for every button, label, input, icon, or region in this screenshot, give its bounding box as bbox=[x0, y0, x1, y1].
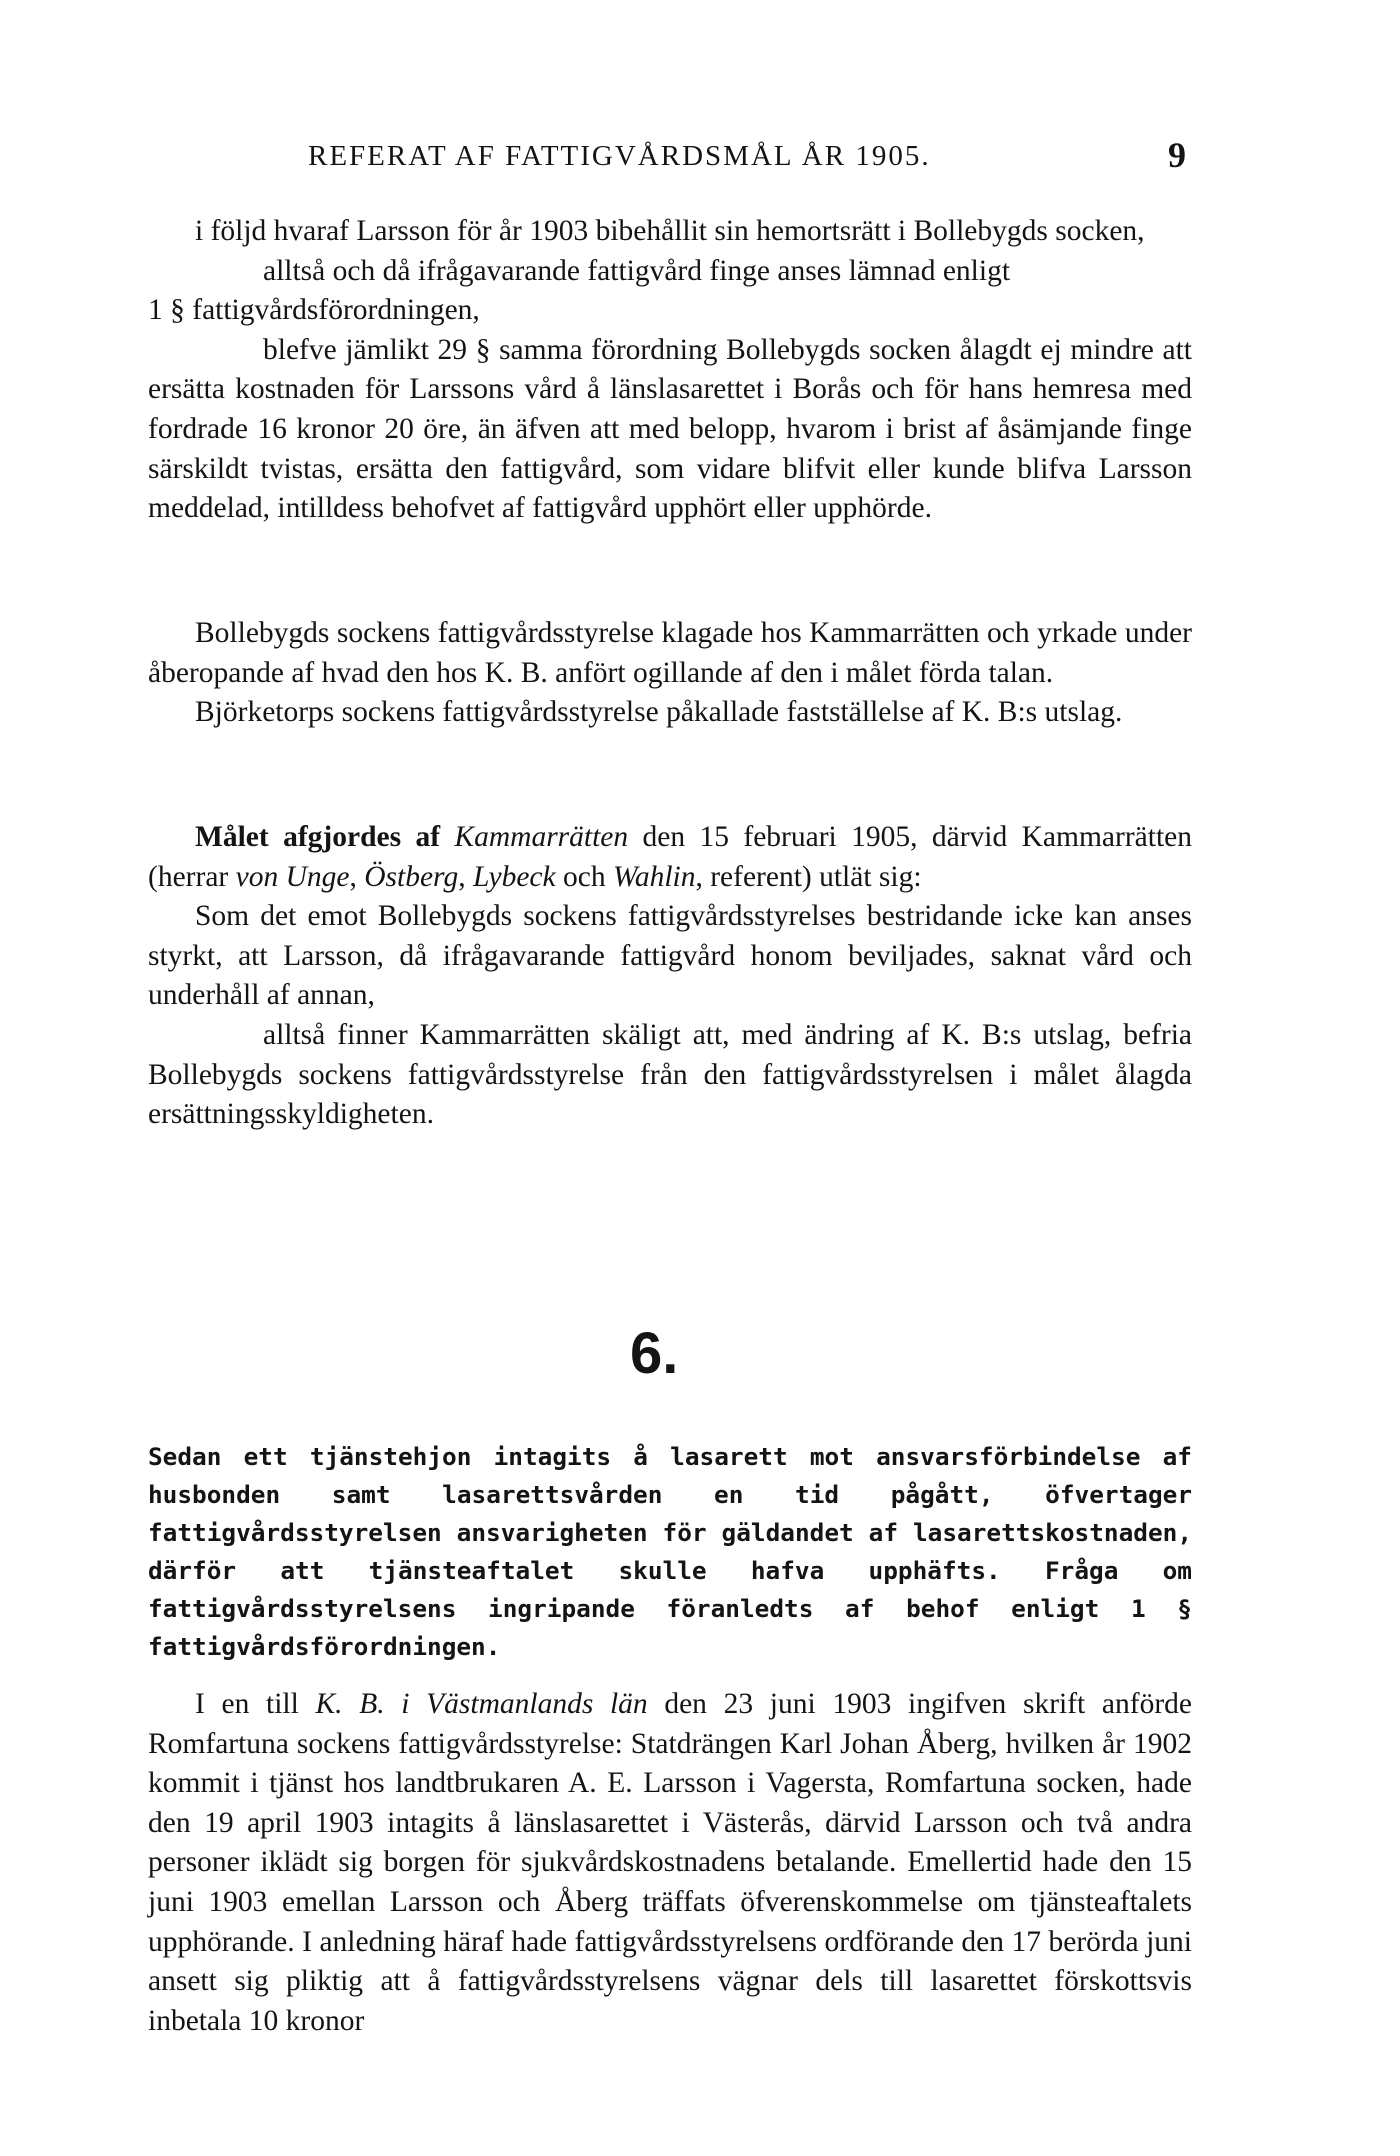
judge-name: Lybeck bbox=[472, 860, 556, 893]
page-number: 9 bbox=[1168, 135, 1188, 175]
paragraph: Som det emot Bollebygds sockens fattigvårdsstyrelses bestridande icke kan anses styrkt, att Larsson, då ifrågavarande fattigvård honom beviljades, saknat vård och underhåll af annan, bbox=[148, 900, 1192, 1012]
paragraph: alltså och då ifrågavarande fattigvård finge anses lämnad enligt bbox=[263, 254, 1011, 287]
paragraph: Målet afgjordes af Kammarrätten den 15 februari 1905, därvid Kammarrätten (herrar von Unge, Östberg, Lybeck och Wahlin, referent) utlät sig: bbox=[148, 821, 1192, 893]
appeal-section bbox=[148, 614, 1192, 733]
case-body bbox=[148, 1685, 1192, 2041]
paragraph: blefve jämlikt 29 § samma förordning Bollebygds socken ålagdt ej mindre att ersätta kostnaden för Larssons vård å länslasarettet i Borås och för hans hemresa med fordrade 16 kronor 20 öre, än äfven att med belopp, hvarom i brist af åsämjande finge särskildt tvistas, ersätta den fattigvård, som vidare blifvit eller kunde blifva Larsson meddelad, intilldess behofvet af fattigvård upphört eller upphörde. bbox=[148, 333, 1192, 525]
header-title: REFERAT AF FATTIGVÅRDSMÅL ÅR 1905. bbox=[308, 140, 931, 172]
section-summary: Sedan ett tjänstehjon intagits å lasarett mot ansvarsförbindelse af husbonden samt lasarettsvården en tid pågått, öfvertager fattigvårdsstyrelsen ansvarigheten för gäldandet af lasarettskostnaden, därför att tjänsteaftalet skulle hafva upphäfts. Fråga om fattigvårdsstyrelsens ingripande föranledts af behof enligt 1 § fattigvårdsförordningen. bbox=[148, 1442, 1192, 1661]
judge-name: Wahlin bbox=[612, 860, 696, 893]
judge-name: Östberg bbox=[364, 860, 459, 893]
court-name: Kammarrätten bbox=[454, 821, 629, 853]
paragraph: Bollebygds sockens fattigvårdsstyrelse klagade hos Kammarrätten och yrkade under åberopande af hvad den hos K. B. anfört ogillande af den i målet förda talan. bbox=[148, 617, 1192, 689]
paragraph: 1 § fattigvårdsförordningen, bbox=[148, 294, 480, 327]
paragraph: Björketorps sockens fattigvårdsstyrelse påkallade fastställelse af K. B:s utslag. bbox=[195, 696, 1123, 729]
judge-name: Unge bbox=[285, 860, 350, 893]
county-name: i Västmanlands län bbox=[401, 1688, 648, 1720]
judgment-section bbox=[148, 818, 1192, 1135]
section-number: 6. bbox=[630, 1321, 679, 1386]
decision-continuation bbox=[148, 212, 1192, 529]
paragraph: alltså finner Kammarrätten skäligt att, med ändring af K. B:s utslag, befria Bollebygds sockens fattigvårdsstyrelse från den fattigvårdsstyrelsen i målet ålagda ersättningsskyldigheten. bbox=[148, 1018, 1192, 1131]
paragraph: i följd hvaraf Larsson för år 1903 bibehållit sin hemortsrätt i Bollebygds socken, bbox=[195, 215, 1145, 247]
paragraph: I en till K. B. i Västmanlands län den 23 juni 1903 ingifven skrift anförde Romfartuna sockens fattigvårdsstyrelse: Statdrängen Karl Johan Åberg, hvilken år 1902 kommit i tjänst hos landtbrukaren A. E. Larsson i Vagersta, Romfartuna socken, hade den 19 april 1903 intagits å länslasarettet i Västerås, därvid Larsson och två andra personer iklädt sig borgen för sjukvårdskostnadens betalande. Emellertid hade den 15 juni 1903 emellan Larsson och Åberg träffats öfverenskommelse om tjänsteaftalets upphörande. I anledning häraf hade fattigvårdsstyrelsens ordförande den 17 berörda juni ansett sig pliktig att å fattigvårdsstyrelsens vägnar dels till lasarettet förskottsvis inbetala 10 kronor bbox=[148, 1688, 1193, 2037]
